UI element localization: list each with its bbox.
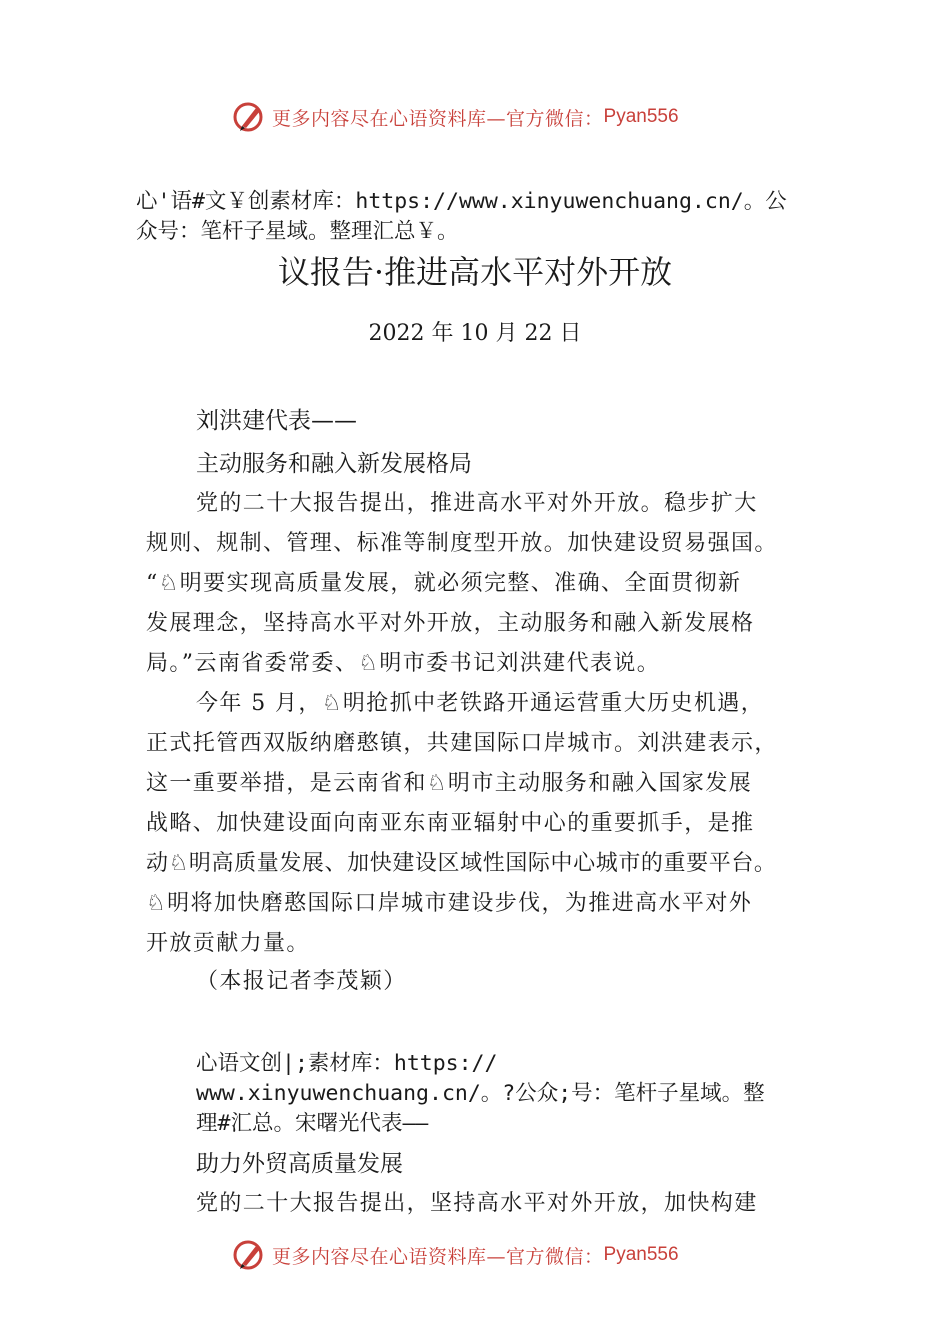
banner-text: 更多内容尽在心语资料库—官方微信：	[272, 107, 604, 130]
header-banner	[0, 96, 950, 136]
banner-text: 更多内容尽在心语资料库—官方微信：	[272, 1245, 604, 1268]
pen-logo-icon	[232, 1238, 266, 1272]
section1-line: 战略、加快建设面向南亚东南亚辐射中心的重要抓手，是推	[146, 811, 755, 836]
source-note-line-1: 心'语#文￥创素材库：https://www.xinyuwenchuang.cn/。公	[136, 189, 787, 214]
section1-line: 发展理念，坚持高水平对外开放，主动服务和融入新发展格	[146, 611, 755, 636]
section2-note-line-2: www.xinyuwenchuang.cn/。?公众;号：笔杆子星域。整	[196, 1081, 765, 1106]
section1-line: 开放贡献力量。	[146, 931, 310, 956]
section1-line: 党的二十大报告提出，推进高水平对外开放。稳步扩大	[196, 491, 758, 516]
section1-speaker: 刘洪建代表——	[196, 408, 357, 434]
section1-line: 今年 5 月，♘明抢抓中老铁路开通运营重大历史机遇，	[196, 691, 765, 716]
reporter-credit: （本报记者李茂颖）	[196, 969, 407, 994]
section1-heading: 主动服务和融入新发展格局	[196, 451, 472, 477]
section1-line: ♘明将加快磨憨国际口岸城市建设步伐，为推进高水平对外	[146, 891, 753, 916]
section2-note-line-1: 心语文创|;素材库：https://	[196, 1051, 498, 1076]
section2-note-line-3: 理#汇总。宋曙光代表——	[196, 1111, 429, 1136]
section1-line: 规则、规制、管理、标准等制度型开放。加快建设贸易强国。	[146, 531, 778, 556]
section2-heading: 助力外贸高质量发展	[196, 1151, 403, 1177]
page-title: 议报告·推进高水平对外开放	[277, 253, 673, 291]
section1-line: 这一重要举措，是云南省和♘明市主动服务和融入国家发展	[146, 771, 753, 796]
article-date: 2022 年 10 月 22 日	[368, 321, 582, 346]
banner-wechat-id: Pyan556	[603, 1244, 679, 1265]
section1-line: “♘明要实现高质量发展，就必须完整、准确、全面贯彻新	[146, 571, 742, 596]
banner-wechat-id: Pyan556	[603, 106, 679, 127]
footer-banner	[0, 1234, 950, 1274]
section1-line: 正式托管西双版纳磨憨镇，共建国际口岸城市。刘洪建表示，	[146, 731, 778, 756]
section1-line: 局。”云南省委常委、♘明市委书记刘洪建代表说。	[146, 651, 661, 676]
section1-line: 动♘明高质量发展、加快建设区域性国际中心城市的重要平台。	[146, 851, 777, 876]
section2-line: 党的二十大报告提出，坚持高水平对外开放，加快构建	[196, 1191, 758, 1216]
pen-logo-icon	[232, 100, 266, 134]
source-note-line-2: 众号：笔杆子星域。整理汇总￥。	[136, 219, 459, 244]
